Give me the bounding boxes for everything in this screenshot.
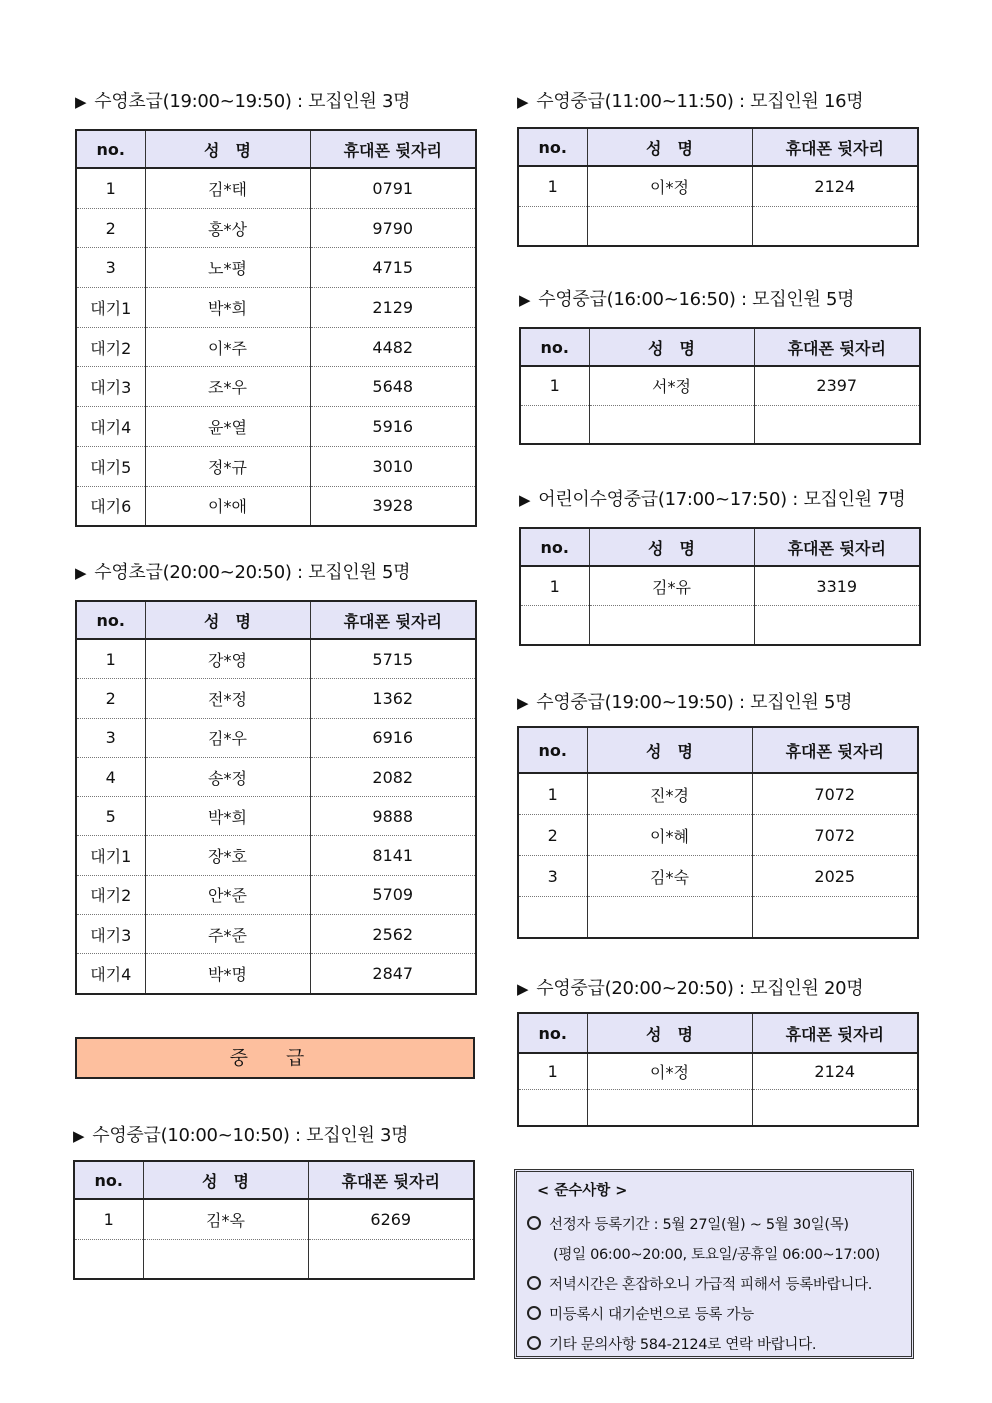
cell-phone: 5709 (310, 875, 476, 914)
cell-phone: 5916 (310, 407, 476, 447)
cell-phone: 6916 (310, 718, 476, 757)
cell-no: 1 (76, 168, 145, 208)
cell-no: 2 (76, 208, 145, 248)
cell-name: 진*경 (587, 773, 752, 815)
cell-phone: 6269 (308, 1199, 474, 1239)
roster-table (517, 1012, 919, 1127)
notice-line: 선정자 등록기간 : 5월 27일(월) ~ 5월 30일(목) (527, 1210, 903, 1240)
cell-name: 주*준 (145, 915, 310, 954)
cell-phone: 2124 (752, 166, 918, 206)
section-kids-intermediate-1700 (519, 487, 921, 646)
table-row (520, 405, 920, 444)
cell-no: 1 (520, 366, 589, 405)
header-name: 성 명 (589, 528, 754, 566)
circle-bullet-icon (527, 1276, 541, 1290)
roster-table (517, 726, 919, 939)
cell-phone: 2397 (754, 366, 920, 405)
notice-box (514, 1169, 914, 1359)
arrow-icon: ▶ (517, 93, 529, 111)
cell-name (587, 206, 752, 246)
arrow-icon: ▶ (75, 564, 87, 582)
header-phone: 휴대폰 뒷자리 (310, 130, 476, 168)
table-row (74, 1239, 474, 1279)
section-beginner-2000 (75, 560, 477, 995)
cell-phone: 2124 (752, 1053, 918, 1090)
cell-no (518, 1090, 587, 1127)
cell-name: 안*준 (145, 875, 310, 914)
cell-phone: 3319 (754, 566, 920, 606)
header-no: no. (520, 528, 589, 566)
arrow-icon: ▶ (519, 291, 531, 309)
cell-name: 김*태 (145, 168, 310, 208)
header-name: 성 명 (589, 328, 754, 366)
cell-name: 이*주 (145, 327, 310, 367)
header-name: 성 명 (145, 130, 310, 168)
table-row (76, 639, 476, 679)
section-beginner-1900 (75, 89, 477, 527)
table-row (520, 566, 920, 606)
circle-bullet-icon (527, 1336, 541, 1350)
cell-no (74, 1239, 143, 1279)
cell-phone: 9790 (310, 208, 476, 248)
cell-no: 4 (76, 757, 145, 796)
cell-no: 대기1 (76, 836, 145, 875)
table-row (76, 875, 476, 914)
header-no: no. (74, 1161, 143, 1199)
notice-line: 기타 문의사항 584-2124로 연락 바랍니다. (527, 1330, 903, 1360)
cell-name: 노*평 (145, 248, 310, 288)
cell-no: 대기3 (76, 367, 145, 407)
cell-no: 대기3 (76, 915, 145, 954)
table-row (518, 897, 918, 939)
cell-phone: 0791 (310, 168, 476, 208)
header-no: no. (518, 128, 587, 166)
cell-name: 송*정 (145, 757, 310, 796)
cell-phone: 7072 (752, 815, 918, 856)
cell-name (587, 1090, 752, 1127)
table-row (76, 407, 476, 447)
header-name: 성 명 (587, 1013, 752, 1053)
header-no: no. (518, 1013, 587, 1053)
header-no: no. (520, 328, 589, 366)
cell-no (520, 405, 589, 444)
arrow-icon: ▶ (73, 1127, 85, 1145)
notice-title: < 준수사항 > (537, 1183, 628, 1199)
cell-no (518, 897, 587, 939)
header-phone: 휴대폰 뒷자리 (752, 727, 918, 773)
cell-phone: 2082 (310, 757, 476, 796)
cell-no: 대기2 (76, 875, 145, 914)
header-no: no. (76, 601, 145, 639)
cell-no: 3 (518, 856, 587, 897)
cell-no: 1 (74, 1199, 143, 1239)
roster-table (517, 127, 919, 247)
section-title: ▶ 수영중급(20:00~20:50) : 모집인원 20명 (517, 978, 864, 999)
cell-name: 강*영 (145, 639, 310, 679)
cell-phone (752, 1090, 918, 1127)
cell-name (589, 606, 754, 646)
section-title: ▶ 수영초급(20:00~20:50) : 모집인원 5명 (75, 562, 411, 583)
table-row (76, 168, 476, 208)
cell-no: 대기1 (76, 288, 145, 328)
cell-no: 5 (76, 797, 145, 836)
roster-table (519, 527, 921, 646)
cell-no: 1 (76, 639, 145, 679)
table-row (76, 208, 476, 248)
cell-no: 대기6 (76, 486, 145, 526)
table-row (76, 486, 476, 526)
section-intermediate-1600 (519, 287, 921, 445)
table-row (76, 718, 476, 757)
cell-no: 1 (518, 773, 587, 815)
header-no: no. (518, 727, 587, 773)
cell-name: 박*명 (145, 954, 310, 994)
header-phone: 휴대폰 뒷자리 (308, 1161, 474, 1199)
cell-no: 3 (76, 248, 145, 288)
cell-name (589, 405, 754, 444)
cell-name: 이*혜 (587, 815, 752, 856)
table-row (518, 166, 918, 206)
section-title: ▶ 수영중급(16:00~16:50) : 모집인원 5명 (519, 289, 855, 310)
cell-phone: 1362 (310, 679, 476, 718)
cell-phone: 9888 (310, 797, 476, 836)
cell-name: 김*옥 (143, 1199, 308, 1239)
cell-name: 윤*열 (145, 407, 310, 447)
roster-table (75, 600, 477, 995)
cell-name: 정*규 (145, 446, 310, 486)
cell-no: 2 (518, 815, 587, 856)
table-row (76, 836, 476, 875)
header-name: 성 명 (143, 1161, 308, 1199)
arrow-icon: ▶ (75, 93, 87, 111)
section-title: ▶ 수영중급(10:00~10:50) : 모집인원 3명 (73, 1125, 409, 1146)
table-row (520, 606, 920, 646)
cell-name: 김*숙 (587, 856, 752, 897)
cell-phone: 4715 (310, 248, 476, 288)
table-row (518, 1090, 918, 1127)
section-title: ▶ 어린이수영중급(17:00~17:50) : 모집인원 7명 (519, 489, 906, 510)
cell-phone: 3010 (310, 446, 476, 486)
section-title: ▶ 수영초급(19:00~19:50) : 모집인원 3명 (75, 91, 411, 112)
table-row (76, 797, 476, 836)
cell-no (518, 206, 587, 246)
cell-phone (308, 1239, 474, 1279)
cell-no: 1 (520, 566, 589, 606)
cell-phone: 2129 (310, 288, 476, 328)
table-row (76, 248, 476, 288)
table-row (518, 206, 918, 246)
arrow-icon: ▶ (519, 491, 531, 509)
roster-table (75, 129, 477, 527)
header-phone: 휴대폰 뒷자리 (752, 1013, 918, 1053)
table-row (518, 815, 918, 856)
cell-name: 서*정 (589, 366, 754, 405)
cell-phone: 5715 (310, 639, 476, 679)
cell-no: 2 (76, 679, 145, 718)
cell-name: 김*우 (145, 718, 310, 757)
arrow-icon: ▶ (517, 694, 529, 712)
header-phone: 휴대폰 뒷자리 (752, 128, 918, 166)
cell-name: 박*희 (145, 797, 310, 836)
cell-name: 이*애 (145, 486, 310, 526)
cell-phone: 2562 (310, 915, 476, 954)
cell-name: 이*정 (587, 1053, 752, 1090)
cell-phone (754, 606, 920, 646)
cell-name: 장*호 (145, 836, 310, 875)
section-intermediate-2000 (517, 976, 919, 1127)
cell-name (143, 1239, 308, 1279)
table-row (76, 327, 476, 367)
table-row (76, 446, 476, 486)
section-intermediate-1100 (517, 89, 919, 247)
table-row (74, 1199, 474, 1239)
arrow-icon: ▶ (517, 980, 529, 998)
roster-table (73, 1160, 475, 1280)
circle-bullet-icon (527, 1216, 541, 1230)
cell-name: 전*정 (145, 679, 310, 718)
notice-line: (평일 06:00~20:00, 토요일/공휴일 06:00~17:00) (553, 1247, 881, 1263)
header-no: no. (76, 130, 145, 168)
section-intermediate-1000 (73, 1123, 475, 1280)
cell-no: 1 (518, 1053, 587, 1090)
cell-no: 1 (518, 166, 587, 206)
cell-name: 박*희 (145, 288, 310, 328)
table-row (76, 954, 476, 994)
header-phone: 휴대폰 뒷자리 (310, 601, 476, 639)
roster-table (519, 327, 921, 445)
table-row (518, 773, 918, 815)
header-phone: 휴대폰 뒷자리 (754, 328, 920, 366)
table-row (518, 856, 918, 897)
table-row (76, 915, 476, 954)
cell-phone: 7072 (752, 773, 918, 815)
cell-no: 대기5 (76, 446, 145, 486)
cell-phone: 3928 (372, 496, 414, 516)
cell-no: 대기4 (76, 954, 145, 994)
intermediate-banner: 중 급 (75, 1037, 475, 1079)
cell-phone: 2847 (372, 964, 414, 984)
section-title: ▶ 수영중급(11:00~11:50) : 모집인원 16명 (517, 91, 864, 112)
cell-name (587, 897, 752, 939)
header-name: 성 명 (145, 601, 310, 639)
cell-phone: 4482 (310, 327, 476, 367)
cell-no: 대기4 (76, 407, 145, 447)
notice-line: 미등록시 대기순번으로 등록 가능 (527, 1300, 903, 1330)
cell-phone: 5648 (310, 367, 476, 407)
cell-no: 3 (76, 718, 145, 757)
header-phone: 휴대폰 뒷자리 (754, 528, 920, 566)
cell-name: 조*우 (145, 367, 310, 407)
notice-line: 저녁시간은 혼잡하오니 가급적 피해서 등록바랍니다. (527, 1270, 903, 1300)
header-name: 성 명 (587, 727, 752, 773)
cell-no (520, 606, 589, 646)
table-row (518, 1053, 918, 1090)
header-name: 성 명 (587, 128, 752, 166)
table-row (76, 679, 476, 718)
cell-name: 홍*상 (145, 208, 310, 248)
cell-name: 이*정 (587, 166, 752, 206)
table-row (76, 367, 476, 407)
section-intermediate-1900 (517, 690, 919, 939)
cell-phone: 8141 (310, 836, 476, 875)
table-row (520, 366, 920, 405)
cell-phone: 2025 (752, 856, 918, 897)
cell-name: 김*유 (589, 566, 754, 606)
section-title: ▶ 수영중급(19:00~19:50) : 모집인원 5명 (517, 692, 853, 713)
table-row (76, 757, 476, 796)
circle-bullet-icon (527, 1306, 541, 1320)
cell-phone (754, 405, 920, 444)
table-row (76, 288, 476, 328)
cell-phone (752, 897, 918, 939)
cell-no: 대기2 (76, 327, 145, 367)
cell-phone (752, 206, 918, 246)
